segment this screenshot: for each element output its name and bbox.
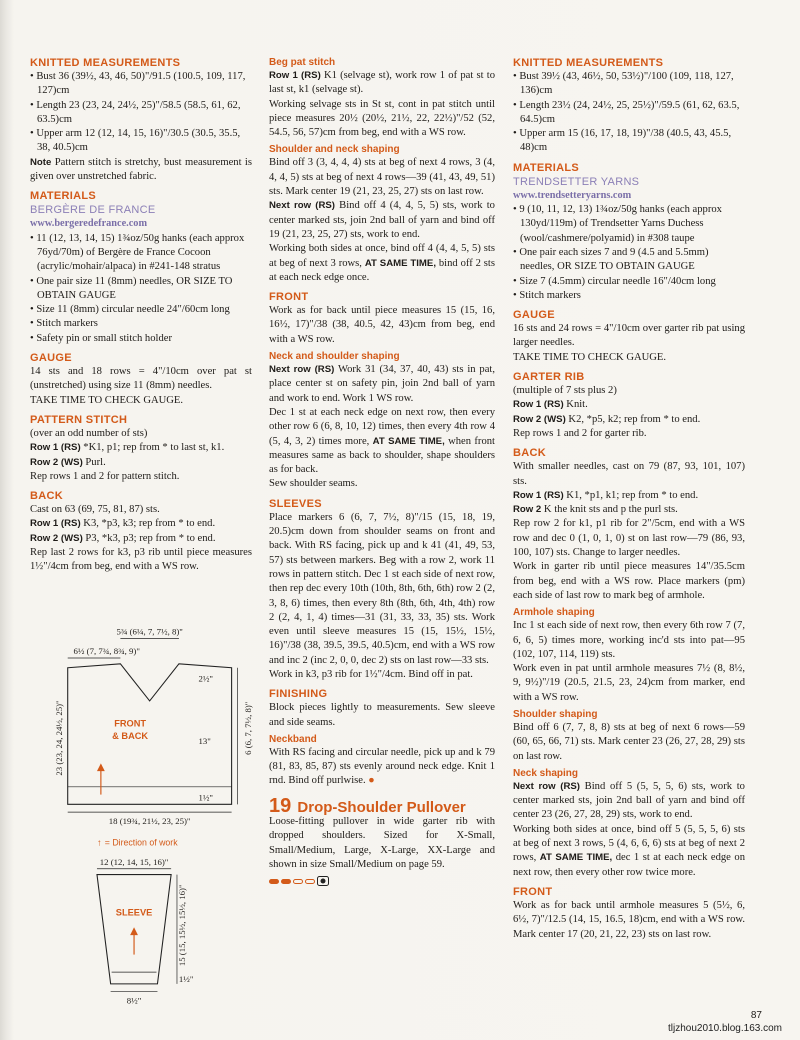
back-row-2 xyxy=(513,503,745,517)
brand-url[interactable]: www.bergeredefrance.com xyxy=(30,218,148,230)
yarn-icon xyxy=(317,876,329,886)
width-label: 18 (19¾, 21½, 23, 25)" xyxy=(108,815,191,826)
sleeves-text: Place markers 6 (6, 7, 7½, 8)"/15 (15, 18, 19, 20.5)cm down from shoulder seams on front and back. With RS facing, pick up and k 41 (41, 49, 53, 57) sts between markers. Beg with a row 2, work 11 rows in pattern stitch. Dec 1 st each side of next row, then rep dec every 10th (10th, 8th, 6th, 6th) row 2 (2, 3, 8, 6) times, then every 8th (8th, 6th, 4th, 4th) row 2 (2, 4, 1, 4) times—31 (31, 33, 33, 35) sts. Work even until sleeve measures 15 (15, 15½, 15½, 16)"/38 (38, 39.5, 39.5, 40.5)cm, end with a WS row and inc 2 (inc 2, 0, 0, dec 2) sts on last row—33 sts. xyxy=(269,511,495,666)
garter-rep: Rep rows 1 and 2 for garter rib. xyxy=(513,427,647,439)
measurement-item: • Bust 39½ (43, 46½, 50, 53½)"/100 (109, 118, 127, 136)cm xyxy=(513,71,734,97)
row-label: Row 1 (RS) xyxy=(513,489,564,501)
pattern-number: 19 xyxy=(269,794,292,817)
material-item: • 9 (10, 11, 12, 13) 1¾oz/50g hanks (each approx 130yd/119m) of Trendsetter Yarns Duchess (wool/cashmere/polyamid) in #308 taupe xyxy=(513,204,722,244)
text-part: Working both sides at once, bind off 4 (4, 4, 5, 5) sts at beg of next 3 rows, xyxy=(269,243,495,269)
material-item: • Size 11 (8mm) circular needle 24"/60cm long xyxy=(30,304,230,316)
skill-dot-icon xyxy=(281,879,291,884)
shoulder-text: Bind off 6 (7, 7, 8, 8) sts at beg of next 6 rows—59 (60, 65, 66, 71) sts. Mark center 23 (26, 27, 28, 29) sts on last row. xyxy=(513,721,745,762)
back-work: Work in garter rib until piece measures 14"/35.5cm from beg, end with a WS row. Place markers (pm) each side of last row to mark beg of armhole. xyxy=(513,561,745,601)
next-row xyxy=(269,199,495,242)
back-heading: BACK xyxy=(513,447,546,460)
garter-intro: (multiple of 7 sts plus 2) xyxy=(513,385,617,397)
pattern-description: Loose-fitting pullover in wide garter rib with dropped shoulders. Sized for X-Small, Small/Medium, Large, X-Large, XX-Large and shown in size Small/Medium on page 59. xyxy=(269,816,495,870)
armhole-depth-label: 2½" xyxy=(198,673,213,684)
skill-dot-icon xyxy=(293,879,303,884)
neck-width-label: 5¾ (6¼, 7, 7½, 8)" xyxy=(116,626,183,637)
text-part: Working both sides at once, bind off 5 (5, 5, 5, 6) sts at beg of next 3 rows, 5 (4, 6, 6, 6) sts at beg of next 2 rows, xyxy=(513,823,745,864)
front-back-label-2: & BACK xyxy=(112,730,149,741)
beg-text: Working selvage sts in St st, cont in pat stitch until piece measures 20½ (20½, 21½, 22, 22½)"/52 (52, 54.5, 56, 57)cm from beg, end with a WS row. xyxy=(269,98,495,139)
front-back-outline xyxy=(68,664,232,804)
measurement-item: • Bust 36 (39½, 43, 46, 50)"/91.5 (100.5, 109, 117, 127)cm xyxy=(30,71,246,97)
front-text: Work as for back until piece measures 15 (15, 16, 16½, 17)"/38 (38, 40.5, 42, 43)cm from beg, end with a WS row. xyxy=(269,305,495,345)
measurement-item: • Upper arm 12 (12, 14, 15, 16)"/30.5 (30.5, 35.5, 38, 40.5)cm xyxy=(30,128,241,154)
row-text: Work 31 (34, 37, 40, 43) sts in pat, place center st on safety pin, join 2nd ball of yarn and work to end. Work 1 WS row. xyxy=(269,364,495,404)
armhole-heading: Armhole shaping xyxy=(513,607,595,619)
row-text: K the knit sts and p the purl sts. xyxy=(541,504,678,516)
material-item: • 11 (12, 13, 14, 15) 1¾oz/50g hanks (each approx 76yd/70m) of Bergère de France Cocoon (acrylic/mohair/alpaca) in #241-148 stratus xyxy=(30,232,245,273)
text-part: when front measures same as back to shoulder, shape shoulders as for back. xyxy=(269,435,495,476)
finishing-heading: FINISHING xyxy=(269,688,328,701)
neck-shoulder-heading: Neck and shoulder shaping xyxy=(269,351,400,363)
brand-name: BERGÈRE DE FRANCE xyxy=(30,204,156,217)
end-mark-icon: ● xyxy=(368,775,375,787)
armhole-total-label: 6 (6, 7, 7½, 8)" xyxy=(243,701,254,755)
note-text: Pattern stitch is stretchy, bust measurement is given over unstretched fabric. xyxy=(30,156,252,183)
same-time-label: AT SAME TIME, xyxy=(364,257,436,269)
material-item: • Safety pin or small stitch holder xyxy=(30,332,172,344)
site-watermark: tljzhou2010.blog.163.com xyxy=(668,1023,782,1034)
row-text: Knit. xyxy=(563,399,588,411)
back-heading: BACK xyxy=(30,490,63,503)
row-text: P3, *k3, p3; rep from * to end. xyxy=(82,532,216,544)
row-label: Row 1 (RS) xyxy=(513,399,564,411)
knitted-measurements-heading: KNITTED MEASUREMENTS xyxy=(30,57,181,69)
back-cast-on: Cast on 63 (69, 75, 81, 87) sts. xyxy=(30,504,160,516)
measurement-item: • Length 23½ (24, 24½, 25, 25½)"/59.5 (61, 62, 63.5, 64.5)cm xyxy=(513,99,740,125)
rib-height-label: 1½" xyxy=(198,792,213,803)
brand-name: TRENDSETTER YARNS xyxy=(513,175,640,188)
front-heading: FRONT xyxy=(513,885,553,898)
back-cast-on: With smaller needles, cast on 79 (87, 93, 101, 107) sts. xyxy=(513,461,745,487)
gauge-heading: GAUGE xyxy=(513,309,555,322)
row-label: Row 2 xyxy=(513,504,542,516)
back-rep: Rep row 2 for k1, p1 rib for 2"/5cm, end with a WS row and dec 0 (1, 0, 1, 0) st on last row—79 (86, 93, 100, 107) sts. Change to larger needles. xyxy=(513,518,745,559)
direction-arrow-glyph: ↑ xyxy=(96,837,102,848)
measurements-list xyxy=(513,70,745,156)
front-heading: FRONT xyxy=(269,291,309,304)
row-text: K1, *p1, k1; rep from * to end. xyxy=(563,489,699,501)
page-number: 87 xyxy=(750,1010,762,1021)
row-text: *K1, p1; rep from * to last st, k1. xyxy=(80,442,225,454)
row-text: Bind off 4 (4, 4, 5, 5) sts, work to center marked sts, join 2nd ball of yarn and bind off 19 (21, 23, 25, 27) sts, work to end. xyxy=(269,200,495,240)
brand-url[interactable]: www.trendsetteryarns.com xyxy=(513,189,632,201)
note xyxy=(30,156,252,185)
shoulder-heading: Shoulder shaping xyxy=(513,708,598,720)
same-time-label: AT SAME TIME, xyxy=(372,435,445,447)
column-right xyxy=(513,56,745,942)
length-label: 23 (23, 24, 24½, 25)" xyxy=(53,700,64,776)
beg-pat-heading: Beg pat stitch xyxy=(269,57,336,68)
row-label: Row 2 (WS) xyxy=(513,413,566,425)
beg-row-1 xyxy=(269,69,495,98)
schematic-diagram xyxy=(53,618,256,1018)
row-text: K2, *p5, k2; rep from * to end. xyxy=(565,413,701,425)
sleeve-bottom-label: 8½" xyxy=(126,995,142,1006)
armhole-even: Work even in pat until armhole measures 7½ (8, 8½, 9, 9½)"/19 (20.5, 21.5, 23, 24)cm from marker, end with a WS row. xyxy=(513,663,745,703)
pattern-title xyxy=(269,794,495,817)
row-label: Row 2 (WS) xyxy=(30,456,83,468)
both-sides-text xyxy=(269,242,495,285)
garter-row-2 xyxy=(513,413,745,427)
front-back-label-1: FRONT xyxy=(114,718,147,729)
body-height-label: 13" xyxy=(198,735,211,746)
measurements-list xyxy=(30,70,252,156)
row-label: Row 1 (RS) xyxy=(30,518,81,530)
neckband-text xyxy=(269,746,495,789)
row-text: K3, *p3, k3; rep from * to end. xyxy=(80,518,216,530)
row-text: Bind off 5 (5, 5, 5, 6) sts, work to center marked sts, join 2nd ball of yarn and bind off center 23 (26, 27, 28, 29) sts, work to end. xyxy=(513,780,745,821)
back-rep: Rep last 2 rows for k3, p3 rib until piece measures 1½"/4cm from beg, end with a WS row. xyxy=(30,547,252,573)
material-item: • Size 7 (4.5mm) circular needle 16"/40cm long xyxy=(513,275,716,287)
material-item: • One pair each sizes 7 and 9 (4.5 and 5.5mm) needles, OR SIZE TO OBTAIN GAUGE xyxy=(513,246,709,273)
skill-dot-icon xyxy=(269,879,279,884)
garter-rib-heading: GARTER RIB xyxy=(513,371,585,384)
garter-row-1 xyxy=(513,398,745,412)
pattern-stitch-heading: PATTERN STITCH xyxy=(30,413,128,426)
text-part: bind off 2 sts at each neck edge once. xyxy=(269,257,495,283)
text-part: dec 1 st at each neck edge on next row, then every other row twice more. xyxy=(513,852,745,878)
neckband-heading: Neckband xyxy=(269,733,317,745)
note-label: Note xyxy=(30,156,52,168)
column-middle xyxy=(269,56,495,886)
sleeve-length-label: 15 (15, 15½, 15½, 16)" xyxy=(176,884,187,967)
gauge-heading: GAUGE xyxy=(30,352,72,365)
shoulder-neck-text: Bind off 3 (3, 4, 4, 4) sts at beg of next 4 rows, 3 (4, 4, 4, 5) sts at beg of next 4 rows—39 (41, 43, 49, 51) sts. Mark center 19 (21, 23, 25, 27) sts on last row. xyxy=(269,157,495,198)
shoulder-neck-heading: Shoulder and neck shaping xyxy=(269,144,400,156)
row-label: Row 1 (RS) xyxy=(30,442,81,454)
row-label: Next row (RS) xyxy=(269,200,335,212)
front-text: Work as for back until armhole measures 5 (5½, 6, 6½, 7)"/12.5 (14, 15, 16.5, 18)cm, end with a WS row. Mark center 17 (20, 21, 22, 23) sts on last row. xyxy=(513,899,745,940)
sleeve-top-label: 12 (12, 14, 15, 16)" xyxy=(99,856,169,867)
neck-heading: Neck shaping xyxy=(513,767,579,779)
material-item: • Stitch markers xyxy=(513,289,581,301)
measurement-item: • Upper arm 15 (16, 17, 18, 19)"/38 (40.5, 43, 45.5, 48)cm xyxy=(513,128,732,154)
measurement-item: • Length 23 (23, 24, 24½, 25)"/58.5 (58.5, 61, 62, 63.5)cm xyxy=(30,99,241,125)
sleeves-heading: SLEEVES xyxy=(269,497,322,510)
skill-dot-icon xyxy=(305,879,315,884)
material-item: • One pair size 11 (8mm) needles, OR SIZE TO OBTAIN GAUGE xyxy=(30,275,233,301)
same-time-label: AT SAME TIME, xyxy=(539,852,613,864)
back-row-1 xyxy=(513,489,745,503)
knitted-measurements-heading: KNITTED MEASUREMENTS xyxy=(513,57,664,69)
materials-list xyxy=(30,232,252,346)
row-label: Row 1 (RS) xyxy=(269,70,321,81)
row-text: K1 (selvage st), work row 1 of pat st to last st, k1 (selvage st). xyxy=(269,70,495,96)
column-left xyxy=(30,56,252,575)
dec-text xyxy=(269,406,495,477)
row-label: Next row (RS) xyxy=(513,780,580,792)
materials-heading: MATERIALS xyxy=(513,161,580,174)
text-part: With RS facing and circular needle, pick up and k 79 (81, 83, 85, 87) sts evenly around neck edge. Knit 1 rnd. Bind off purlwise. xyxy=(269,746,495,787)
gauge-text: 14 sts and 18 rows = 4"/10cm over pat st (unstretched) using size 11 (8mm) needles. xyxy=(30,366,252,392)
back-row-1 xyxy=(30,517,252,531)
gauge-check: TAKE TIME TO CHECK GAUGE. xyxy=(30,394,184,406)
row-label: Row 2 (WS) xyxy=(30,532,83,544)
pattern-row-1 xyxy=(30,441,252,455)
skill-level-icon xyxy=(269,876,495,886)
gauge-check: TAKE TIME TO CHECK GAUGE. xyxy=(513,351,667,363)
text-part: Dec 1 st at each neck edge on next row, then every other row 6 (6, 8, 10, 12) times, then every 4th row 4 (5, 4, 3, 2) times more, xyxy=(269,406,495,447)
back-row-2 xyxy=(30,532,252,546)
neck-both-text xyxy=(513,823,745,880)
sleeve-direction-arrow-head xyxy=(130,927,138,935)
gauge-text: 16 sts and 24 rows = 4"/10cm over garter rib pat using larger needles. xyxy=(513,323,745,349)
sleeves-rib: Work in k3, p3 rib for 1½"/4cm. Bind off in pat. xyxy=(269,668,473,680)
sleeve-label: SLEEVE xyxy=(115,907,153,918)
row-text: Purl. xyxy=(82,456,106,468)
materials-heading: MATERIALS xyxy=(30,190,97,203)
row-label: Next row (RS) xyxy=(269,364,335,376)
materials-list xyxy=(513,203,745,303)
pattern-row-2 xyxy=(30,456,252,470)
neck-next-row xyxy=(513,780,745,823)
material-item: • Stitch markers xyxy=(30,318,98,330)
direction-arrow-head xyxy=(97,763,105,771)
finishing-text: Block pieces lightly to measurements. Sew sleeve and side seams. xyxy=(269,702,495,728)
armhole-text: Inc 1 st each side of next row, then every 6th row 7 (7, 6, 6, 5) times more, working inc'd sts into pat—95 (102, 107, 114, 119) sts. xyxy=(513,620,745,660)
sew-text: Sew shoulder seams. xyxy=(269,478,358,490)
direction-note: = Direction of work xyxy=(104,837,178,848)
sleeve-rib-label: 1½" xyxy=(178,973,194,984)
pattern-rep: Rep rows 1 and 2 for pattern stitch. xyxy=(30,470,180,482)
pattern-name: Drop-Shoulder Pullover xyxy=(297,798,466,816)
shoulder-width-label: 6½ (7, 7¾, 8¾, 9)" xyxy=(73,646,140,657)
front-next-row xyxy=(269,363,495,406)
pattern-intro: (over an odd number of sts) xyxy=(30,427,148,439)
